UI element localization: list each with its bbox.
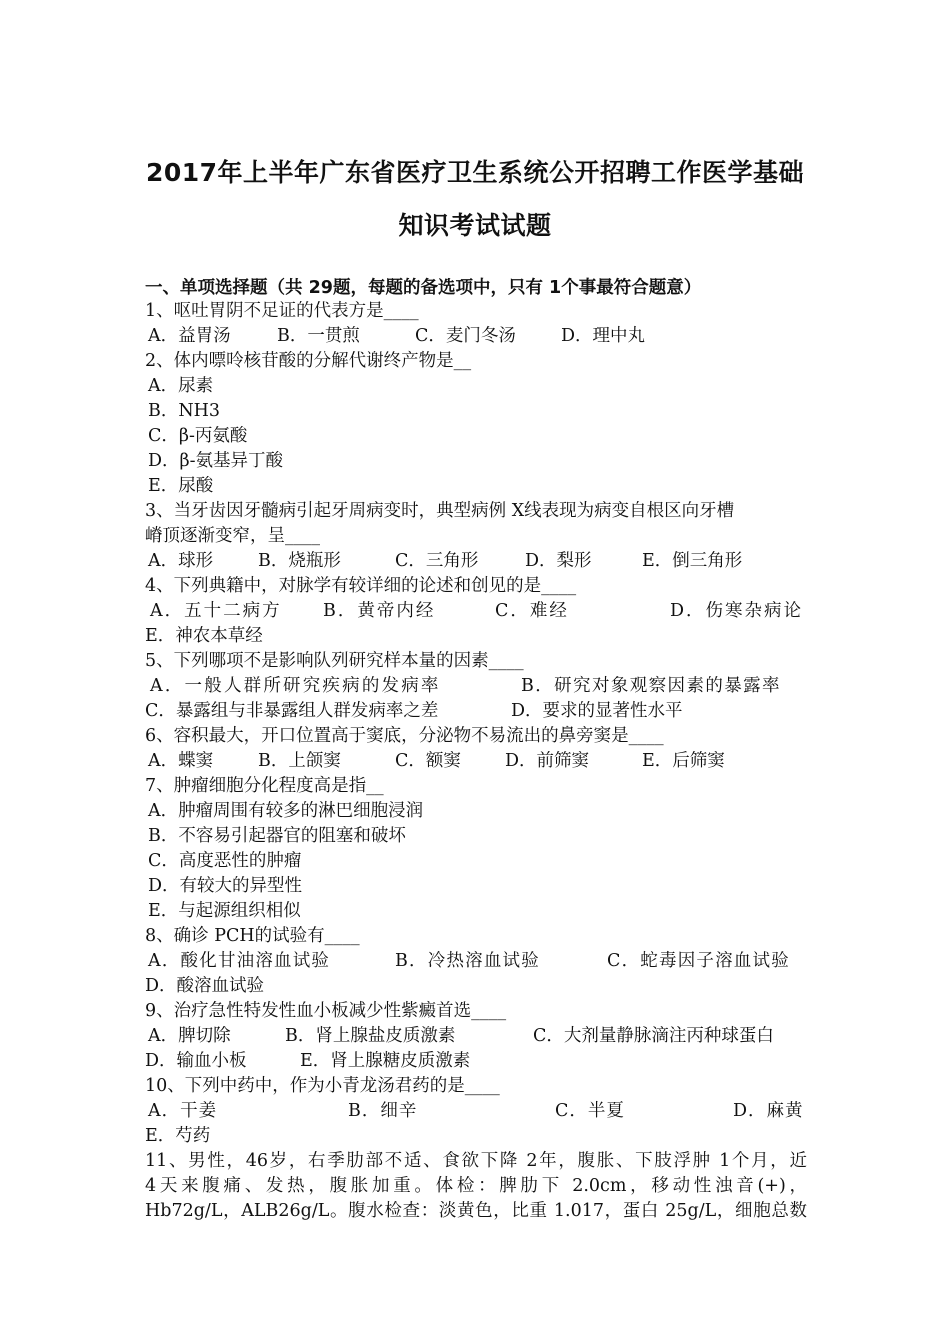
option-e: E．尿酸 — [148, 476, 214, 496]
option-b: B．冷热溶血试验 — [395, 951, 540, 971]
option-c: C．暴露组与非暴露组人群发病率之差 — [145, 701, 439, 721]
option-a: A．尿素 — [148, 376, 214, 396]
document-title-line2: 知识考试试题 — [398, 211, 552, 240]
option-c: C．蛇毒因子溶血试验 — [607, 951, 790, 971]
option-b: B．上颌窦 — [258, 751, 341, 771]
option-a: A．一般人群所研究疾病的发病率 — [150, 676, 441, 696]
question-6-stem: 6、容积最大，开口位置高于窦底，分泌物不易流出的鼻旁窦是____ — [145, 726, 664, 746]
question-3-stem-line2: 嵴顶逐渐变窄，呈____ — [145, 526, 320, 546]
question-7-stem: 7、肿瘤细胞分化程度高是指__ — [145, 776, 384, 796]
option-d: D．前筛窦 — [505, 751, 590, 771]
option-e: E．芍药 — [145, 1126, 211, 1146]
option-d: D．酸溶血试验 — [145, 976, 265, 996]
question-11-line3: Hb72g/L，ALB26g/L。腹水检查：淡黄色，比重 1.017，蛋白 25g/L，细胞总数 — [145, 1201, 807, 1221]
option-a: A．脾切除 — [148, 1026, 231, 1046]
option-c: C．高度恶性的肿瘤 — [148, 851, 302, 871]
option-c: C．难经 — [495, 601, 569, 621]
question-11-line2: 4天来腹痛、发热，腹胀加重。体检：脾肋下 2.0cm，移动性浊音(+)， — [145, 1176, 807, 1196]
option-c: C．麦门冬汤 — [415, 326, 516, 346]
question-8-stem: 8、确诊 PCH的试验有____ — [145, 926, 360, 946]
option-a: A．干姜 — [148, 1101, 218, 1121]
option-d: D．输血小板 — [145, 1051, 247, 1071]
option-e: E．与起源组织相似 — [148, 901, 301, 921]
question-3-stem-line1: 3、当牙齿因牙髓病引起牙周病变时，典型病例 X线表现为病变自根区向牙槽 — [145, 501, 735, 521]
option-d: D．理中丸 — [561, 326, 646, 346]
option-e: E．肾上腺糖皮质激素 — [300, 1051, 471, 1071]
option-b: B．烧瓶形 — [258, 551, 341, 571]
question-9-stem: 9、治疗急性特发性血小板减少性紫癜首选____ — [145, 1001, 507, 1021]
option-d: D．β-氨基异丁酸 — [148, 451, 284, 471]
option-a: A．蝶窦 — [148, 751, 214, 771]
option-d: D．梨形 — [525, 551, 592, 571]
option-d: D．麻黄 — [733, 1101, 804, 1121]
option-e: E．神农本草经 — [145, 626, 263, 646]
option-c: C．半夏 — [555, 1101, 625, 1121]
document-title-line1: 2017年上半年广东省医疗卫生系统公开招聘工作医学基础 — [145, 158, 805, 187]
option-a: A．肿瘤周围有较多的淋巴细胞浸润 — [148, 801, 424, 821]
question-11-line1: 11、男性，46岁，右季肋部不适、食欲下降 2年，腹胀、下肢浮肿 1个月，近 — [145, 1151, 807, 1171]
option-b: B．一贯煎 — [277, 326, 360, 346]
option-b: B．细辛 — [348, 1101, 418, 1121]
option-d: D．有较大的异型性 — [148, 876, 303, 896]
option-b: B．不容易引起器官的阻塞和破坏 — [148, 826, 406, 846]
option-b: B．肾上腺盐皮质激素 — [285, 1026, 456, 1046]
question-5-stem: 5、下列哪项不是影响队列研究样本量的因素____ — [145, 651, 524, 671]
option-c: C．三角形 — [395, 551, 479, 571]
option-a: A．球形 — [148, 551, 214, 571]
option-d: D．伤寒杂病论 — [670, 601, 804, 621]
option-e: E．倒三角形 — [642, 551, 743, 571]
option-c: C．大剂量静脉滴注丙种球蛋白 — [533, 1026, 774, 1046]
option-b: B．研究对象观察因素的暴露率 — [521, 676, 781, 696]
option-d: D．要求的显著性水平 — [511, 701, 683, 721]
question-4-stem: 4、下列典籍中，对脉学有较详细的论述和创见的是____ — [145, 576, 577, 596]
section-heading: 一、单项选择题（共 29题，每题的备选项中，只有 1个事最符合题意） — [145, 278, 702, 298]
option-a: A．五十二病方 — [150, 601, 282, 621]
option-c: C．额窦 — [395, 751, 461, 771]
option-a: A．酸化甘油溶血试验 — [148, 951, 331, 971]
option-b: B．黄帝内经 — [323, 601, 436, 621]
option-b: B．NH3 — [148, 401, 221, 421]
question-10-stem: 10、下列中药中，作为小青龙汤君药的是____ — [145, 1076, 500, 1096]
option-c: C．β-丙氨酸 — [148, 426, 248, 446]
question-1-stem: 1、呕吐胃阴不足证的代表方是____ — [145, 301, 419, 321]
question-2-stem: 2、体内嘌呤核苷酸的分解代谢终产物是__ — [145, 351, 472, 371]
option-e: E．后筛窦 — [642, 751, 725, 771]
option-a: A．益胃汤 — [148, 326, 231, 346]
